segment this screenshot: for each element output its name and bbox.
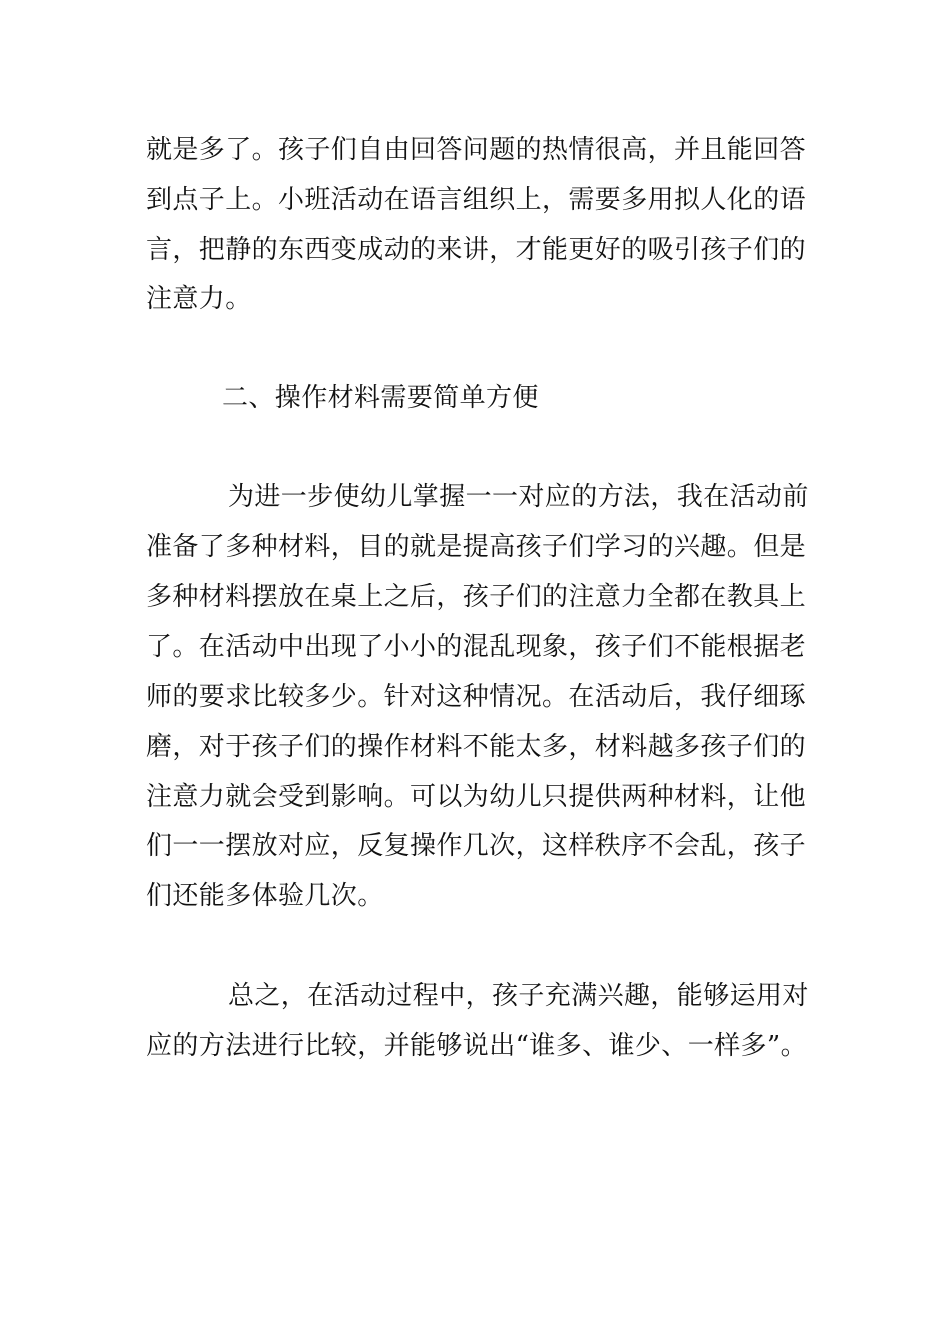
paragraph-2-line-7: 注意力就会受到影响。可以为幼儿只提供两种材料，让他 — [146, 782, 807, 812]
paragraph-1-line-1: 就是多了。孩子们自由回答问题的热情很高，并且能回答 — [146, 135, 807, 165]
paragraph-2-line-5: 师的要求比较多少。针对这种情况。在活动后，我仔细琢 — [146, 682, 807, 712]
paragraph-2-line-6: 磨，对于孩子们的操作材料不能太多，材料越多孩子们的 — [146, 732, 807, 762]
paragraph-1-line-4: 注意力。 — [146, 284, 252, 314]
paragraph-2-line-2: 准备了多种材料，目的就是提高孩子们学习的兴趣。但是 — [146, 532, 807, 562]
paragraph-1-line-3: 言，把静的东西变成动的来讲，才能更好的吸引孩子们的 — [146, 235, 807, 265]
paragraph-2-line-3: 多种材料摆放在桌上之后，孩子们的注意力全都在教具上 — [146, 582, 807, 612]
paragraph-2-line-1: 为进一步使幼儿掌握一一对应的方法，我在活动前 — [228, 482, 809, 512]
section-heading: 二、操作材料需要简单方便 — [222, 383, 539, 413]
paragraph-2-line-4: 了。在活动中出现了小小的混乱现象，孩子们不能根据老 — [146, 632, 807, 662]
paragraph-3-line-2: 应的方法进行比较，并能够说出“谁多、谁少、一样多”。 — [146, 1031, 807, 1061]
paragraph-3-line-1: 总之，在活动过程中，孩子充满兴趣，能够运用对 — [228, 981, 809, 1011]
paragraph-1-line-2: 到点子上。小班活动在语言组织上，需要多用拟人化的语 — [146, 185, 807, 215]
paragraph-2-line-9: 们还能多体验几次。 — [146, 881, 384, 911]
paragraph-2-line-8: 们一一摆放对应，反复操作几次，这样秩序不会乱，孩子 — [146, 831, 807, 861]
